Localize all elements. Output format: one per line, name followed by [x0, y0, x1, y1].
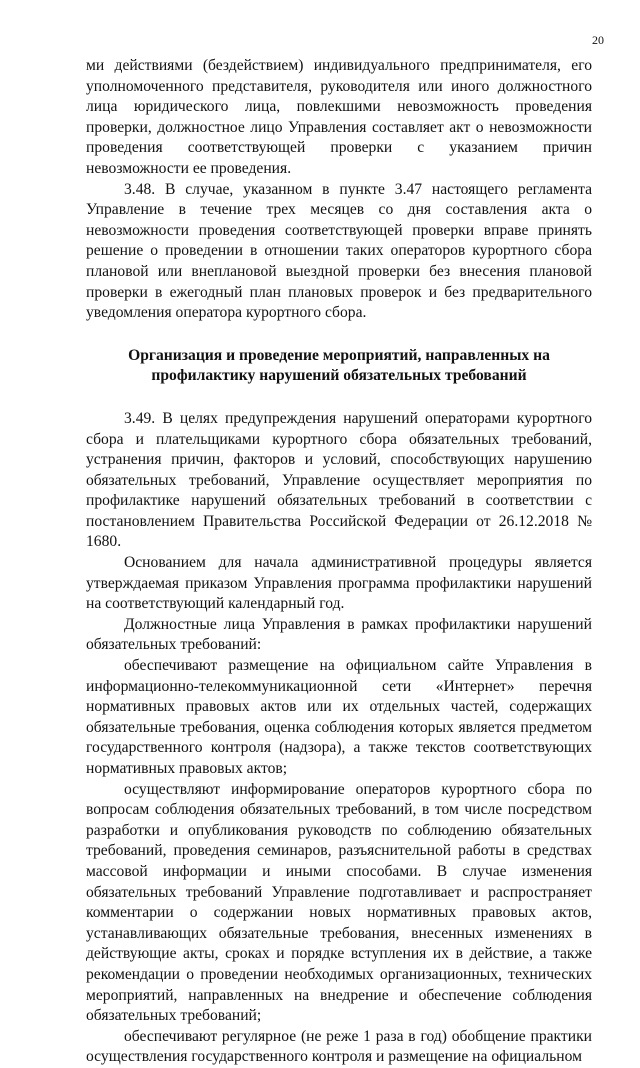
paragraph-informing: осуществляют информирование операторов курортного сбора по вопросам соблюдения обязательных требований, в том числе посредством разработки и опубликования руководств по соблюдению обязательных требований, проведения семинаров, разъяснительной работы в средствах массовой информации и иными способами. В случае изменения обязательных требований Управление подготавливает и распространяет комментарии о содержании новых нормативных правовых актов, устанавливающих обязательные требования, внесенных изменениях в действующие акты, сроках и порядке вступления их в действие, а также рекомендации о проведении необходимых организационных, технических мероприятий, направленных на внедрение и обеспечение соблюдения обязательных требований;	[86, 780, 592, 1025]
paragraph-3-48: 3.48. В случае, указанном в пункте 3.47 настоящего регламента Управление в течение трех месяцев со дня составления акта о невозможности проведения соответствующей проверки вправе принять решение о проведении в отношении таких операторов курортного сбора плановой или внеплановой выездной проверки без внесения плановой проверки в ежегодный план плановых проверок и без предварительного уведомления оператора курортного сбора.	[86, 180, 592, 322]
paragraph-continuation: ми действиями (бездействием) индивидуального предпринимателя, его уполномоченного представителя, руководителя или иного должностного лица юридического лица, повлекшими невозможность проведения проверки, должностное лицо Управления составляет акт о невозможности проведения соответствующей проверки с указанием причин невозможности ее проведения.	[86, 57, 592, 177]
page-number: 20	[592, 33, 604, 47]
paragraph-publishing: обеспечивают размещение на официальном сайте Управления в информационно-телекоммуникационной сети «Интернет» перечня нормативных правовых актов или их отдельных частей, содержащих обязательные требования, оценка соблюдения которых является предметом государственного контроля (надзора), а также текстов соответствующих нормативных правовых актов;	[86, 657, 592, 777]
paragraph-generalization: обеспечивают регулярное (не реже 1 раза в год) обобщение практики осуществления государственного контроля и размещение на официальном	[86, 1027, 592, 1066]
paragraph-3-49: 3.49. В целях предупреждения нарушений операторами курортного сбора и плательщиками курортного сбора обязательных требований, устранения причин, факторов и условий, способствующих нарушению обязательных требований, Управление осуществляет мероприятия по профилактике нарушений обязательных требований в соответствии с постановлением Правительства Российской Федерации от 26.12.2018 № 1680.	[86, 409, 592, 551]
document-body	[86, 56, 592, 1068]
paragraph-officials: Должностные лица Управления в рамках профилактики нарушений обязательных требований:	[86, 615, 592, 654]
paragraph-basis: Основанием для начала административной процедуры является утверждаемая приказом Управления программа профилактики нарушений на соответствующий календарный год.	[86, 554, 592, 613]
section-heading: Организация и проведение мероприятий, направленных на профилактику нарушений обязательных требований	[128, 346, 550, 385]
